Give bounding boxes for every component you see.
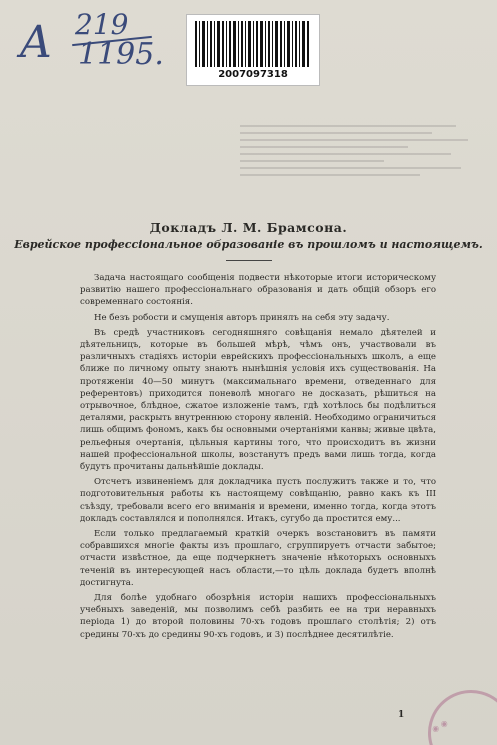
barcode-label: [186, 14, 320, 86]
report-author-title: Докладъ Л. М. Брамсона.: [149, 220, 348, 235]
bleed-through-text: [240, 120, 480, 210]
title-divider: [226, 260, 272, 261]
paragraph: Отсчетъ извиненіемъ для докладчика пусть послужитъ также и то, что подготовительныя работы къ настоящему совѣщанію, равно какъ къ III съѣзду, требовали всего его вниманія и времени, именно тогда, когда этотъ докладъ составлялся и пополнялся. Итакъ, сугубо да простится ему...: [80, 477, 436, 524]
barcode-icon: [195, 21, 311, 67]
library-stamp-icon: ◉ ◉: [412, 674, 497, 745]
handwritten-number-bottom: 1195.: [78, 37, 164, 72]
handwritten-number-top: 219: [75, 8, 129, 41]
paragraph: Для болѣе удобнаго обозрѣнія исторіи нашихъ профессіональныхъ учебныхъ заведеній, мы позволимъ себѣ разбить ее на три неравныхъ періода 1) до второй половины 70-хъ годовъ прошлаго столѣтія; 2) отъ средины 70-хъ до средины 90-хъ годовъ, и 3) послѣднее десятилѣтіе.: [80, 593, 436, 640]
paragraph: Если только предлагаемый краткій очеркъ возстановитъ въ памяти собравшихся многіе факты изъ прошлаго, сгруппируетъ отчасти забытое; отчасти извѣстное, да еще подчеркнетъ значеніе нѣкоторыхъ основныхъ теченій въ интересующей насъ области,—то цѣль доклада будетъ вполнѣ достигнута.: [80, 529, 436, 588]
paragraph: Задача настоящаго сообщенія подвести нѣкоторые итоги историческому развитію нашего профессіональнаго образованія и дать общій обзоръ его современнаго состоянія.: [80, 273, 436, 308]
report-subject-title: Еврейское профессіональное образованіе въ прошломъ и настоящемъ.: [14, 238, 483, 251]
handwritten-letter: A: [20, 17, 52, 68]
paragraph: Не безъ робости и смущенія авторъ принялъ на себя эту задачу.: [94, 312, 390, 323]
paragraph: Въ средѣ участниковъ сегодняшняго совѣщанія немало дѣятелей и дѣятельницъ, которые въ большей мѣрѣ, чѣмъ онъ, участвовали въ различныхъ стадіяхъ исторіи еврейскихъ профессіональныхъ школъ, а еще ближе по личному опыту знаютъ нынѣшнія условія ихъ существованія. На протяженіи 40—50 минутъ (максимальнаго времени, отведеннаго для референтовъ) приходится поневолѣ многаго не досказать, рѣшиться на отрывочное, блѣдное, сжатое изложеніе тамъ, гдѣ хотѣлось бы подѣлиться деталями, раскрыть внутреннюю сторону явленій. Необходимо ограничиться лишь общимъ фономъ, какъ бы основными очертаніями канвы; живые цвѣта, рельефныя очертанія, цѣльныя картины того, что происходитъ въ жизни нашей профессіональной школы, возстанутъ предъ вами лишь тогда, когда будутъ прочитаны дальнѣйшіе доклады.: [80, 327, 436, 473]
body-text: [80, 272, 436, 644]
barcode-number: 2007097318: [218, 69, 288, 80]
page-number: 1: [398, 710, 405, 720]
